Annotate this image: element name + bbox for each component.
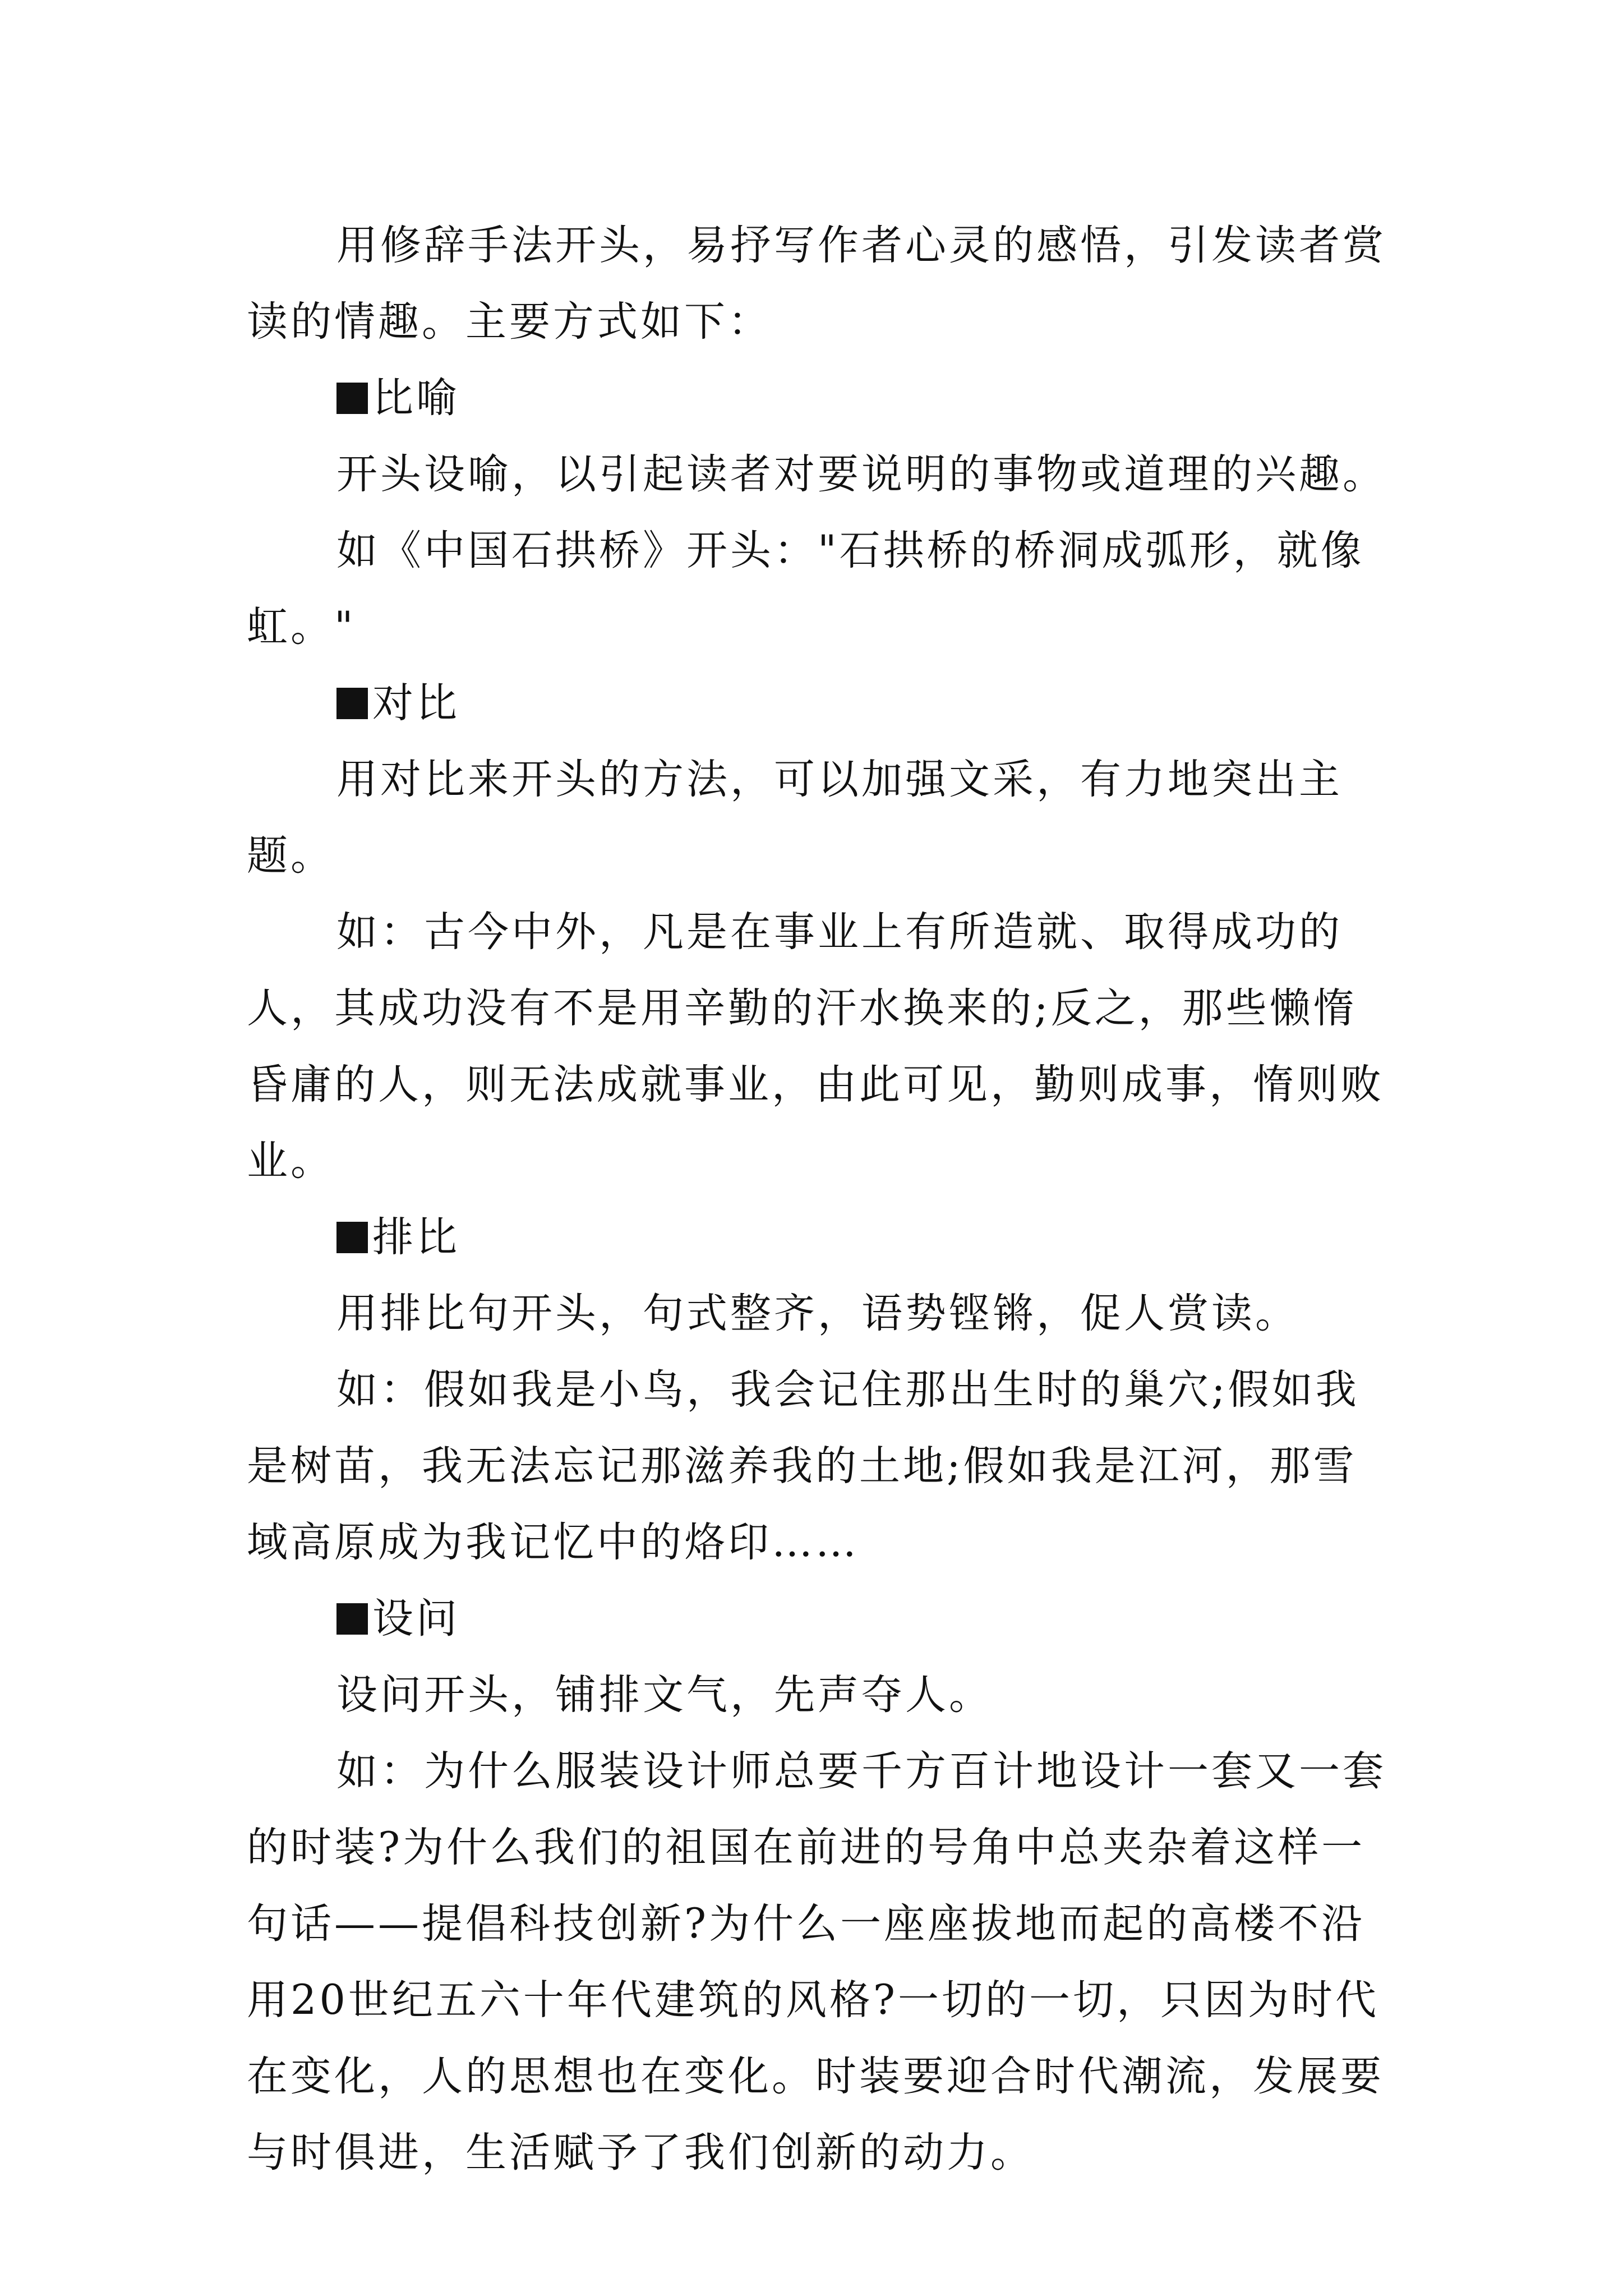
paragraph-contrast-example: 如：古今中外，凡是在事业上有所造就、取得成功的人，其成功没有不是用辛勤的汗水换来的;反之，那些懒惰昏庸的人，则无法成就事业，由此可见，勤则成事，惰则败业。 bbox=[247, 908, 1384, 1185]
paragraph-metaphor-example: 如《中国石拱桥》开头："石拱桥的桥洞成弧形，就像虹。" bbox=[247, 527, 1364, 651]
square-bullet-icon bbox=[336, 1222, 368, 1253]
section-heading-rhetorical-question bbox=[247, 1581, 1391, 1657]
paragraph-parallelism-example: 如：假如我是小鸟，我会记住那出生时的巢穴;假如我是树苗，我无法忘记那滋养我的土地;假如我是江河，那雪域高原成为我记忆中的烙印…… bbox=[247, 1366, 1359, 1566]
section-heading-parallelism bbox=[247, 1199, 1391, 1276]
square-bullet-icon bbox=[336, 688, 368, 719]
paragraph-intro: 用修辞手法开头，易抒写作者心灵的感悟，引发读者赏读的情趣。主要方式如下： bbox=[247, 222, 1386, 346]
square-bullet-icon bbox=[336, 383, 368, 414]
heading-label: 比喻 bbox=[372, 374, 460, 422]
heading-label: 排比 bbox=[372, 1213, 460, 1261]
paragraph-parallelism-desc: 用排比句开头，句式整齐，语势铿锵，促人赏读。 bbox=[336, 1290, 1299, 1337]
paragraph-question-desc: 设问开头，铺排文气，先声夺人。 bbox=[336, 1671, 993, 1719]
document-body bbox=[247, 208, 1391, 2191]
heading-label: 设问 bbox=[372, 1595, 460, 1642]
paragraph-contrast-desc: 用对比来开头的方法，可以加强文采，有力地突出主题。 bbox=[247, 756, 1343, 880]
heading-label: 对比 bbox=[372, 679, 460, 727]
paragraph-question-example: 如：为什么服装设计师总要千方百计地设计一套又一套的时装?为什么我们的祖国在前进的号角中总夹杂着这样一句话——提倡科技创新?为什么一座座拔地而起的高楼不沿用20世纪五六十年代建筑的风格?一切的一切，只因为时代在变化，人的思想也在变化。时装要迎合时代潮流，发展要与时俱进，生活赋予了我们创新的动力。 bbox=[247, 1747, 1386, 2177]
square-bullet-icon bbox=[336, 1603, 368, 1635]
section-heading-contrast bbox=[247, 665, 1391, 742]
paragraph-metaphor-desc: 开头设喻，以引起读者对要说明的事物或道理的兴趣。 bbox=[336, 450, 1386, 498]
section-heading-metaphor bbox=[247, 360, 1391, 436]
